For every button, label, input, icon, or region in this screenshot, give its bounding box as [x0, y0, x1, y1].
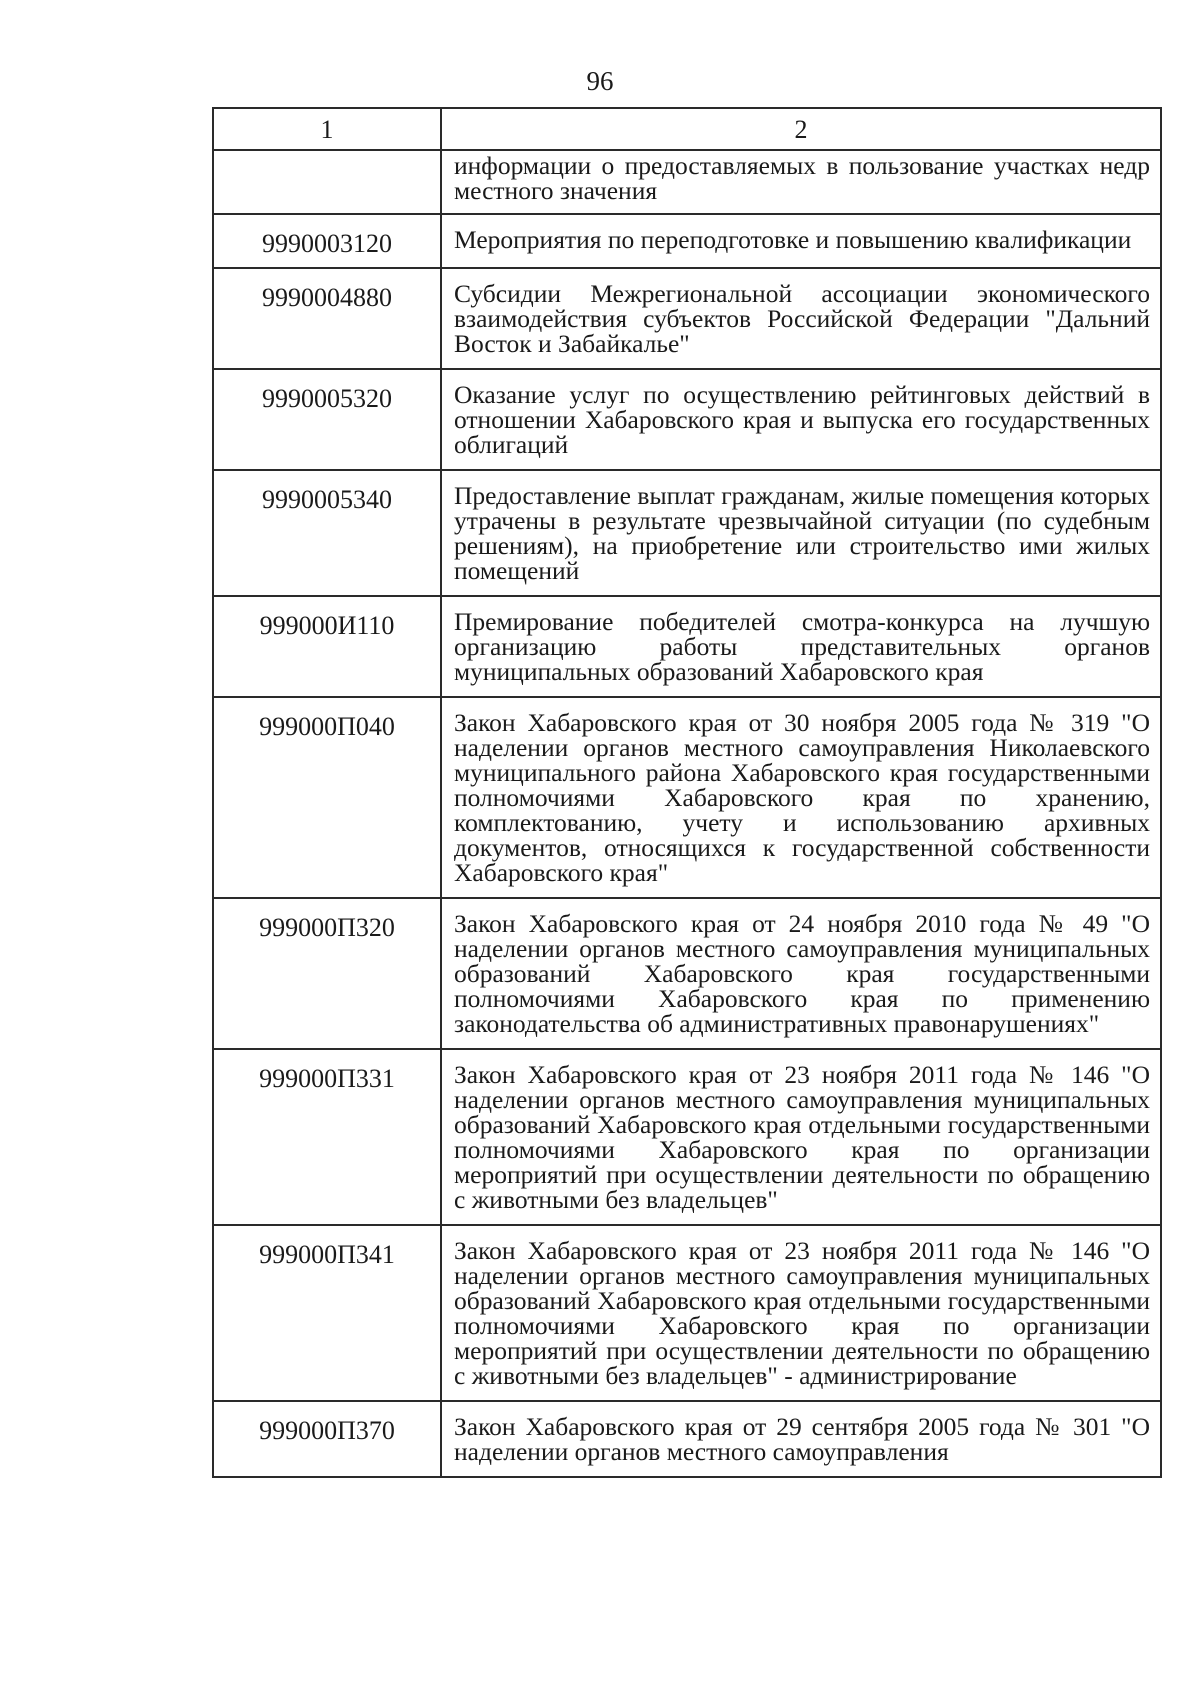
table-row [213, 1401, 1161, 1477]
row-code: 999000И110 [213, 596, 441, 697]
table-row [213, 898, 1161, 1049]
row-description: Мероприятия по переподготовке и повышению квалификации [441, 214, 1161, 268]
row-code: 999000П341 [213, 1225, 441, 1401]
table-row [213, 697, 1161, 898]
column-header-description: 2 [441, 108, 1161, 150]
row-description: Предоставление выплат гражданам, жилые помещения которых утрачены в результате чрезвычайной ситуации (по судебным решениям), на приобретение или строительство ими жилых помещений [441, 470, 1161, 596]
table-row [213, 214, 1161, 268]
table-row [213, 1225, 1161, 1401]
table-row [213, 1049, 1161, 1225]
table-row [213, 596, 1161, 697]
column-header-code: 1 [213, 108, 441, 150]
budget-codes-table [212, 107, 1162, 1478]
row-code: 999000П040 [213, 697, 441, 898]
row-description: Субсидии Межрегиональной ассоциации экономического взаимодействия субъектов Российской Федерации "Дальний Восток и Забайкалье" [441, 268, 1161, 369]
table-row [213, 268, 1161, 369]
table-row [213, 150, 1161, 214]
page-number: 96 [586, 66, 614, 96]
row-code: 999000П320 [213, 898, 441, 1049]
table-row [213, 470, 1161, 596]
row-description: Закон Хабаровского края от 23 ноября 2011 года № 146 "О наделении органов местного самоуправления муниципальных образований Хабаровского края отдельными государственными полномочиями Хабаровского края по организации мероприятий при осуществлении деятельности по обращению с животными без владельцев" - администрирование [441, 1225, 1161, 1401]
row-description: Закон Хабаровского края от 29 сентября 2005 года № 301 "О наделении органов местного самоуправления [441, 1401, 1161, 1477]
row-description: Закон Хабаровского края от 30 ноября 2005 года № 319 "О наделении органов местного самоуправления Николаевского муниципального района Хабаровского края государственными полномочиями Хабаровского края по хранению, комплектованию, учету и использованию архивных документов, относящихся к государственной собственности Хабаровского края" [441, 697, 1161, 898]
row-code [213, 150, 441, 214]
row-description: Закон Хабаровского края от 23 ноября 2011 года № 146 "О наделении органов местного самоуправления муниципальных образований Хабаровского края отдельными государственными полномочиями Хабаровского края по организации мероприятий при осуществлении деятельности по обращению с животными без владельцев" [441, 1049, 1161, 1225]
row-description: Закон Хабаровского края от 24 ноября 2010 года № 49 "О наделении органов местного самоуправления муниципальных образований Хабаровского края государственными полномочиями Хабаровского края по применению законодательства об административных правонарушениях" [441, 898, 1161, 1049]
row-code: 9990004880 [213, 268, 441, 369]
row-description: Премирование победителей смотра-конкурса на лучшую организацию работы представительных органов муниципальных образований Хабаровского края [441, 596, 1161, 697]
row-description: Оказание услуг по осуществлению рейтинговых действий в отношении Хабаровского края и выпуска его государственных облигаций [441, 369, 1161, 470]
row-description: информации о предоставляемых в пользование участках недр местного значения [441, 150, 1161, 214]
row-code: 999000П331 [213, 1049, 441, 1225]
table-header-row [213, 108, 1161, 150]
row-code: 9990005320 [213, 369, 441, 470]
table-row [213, 369, 1161, 470]
row-code: 9990003120 [213, 214, 441, 268]
row-code: 9990005340 [213, 470, 441, 596]
row-code: 999000П370 [213, 1401, 441, 1477]
